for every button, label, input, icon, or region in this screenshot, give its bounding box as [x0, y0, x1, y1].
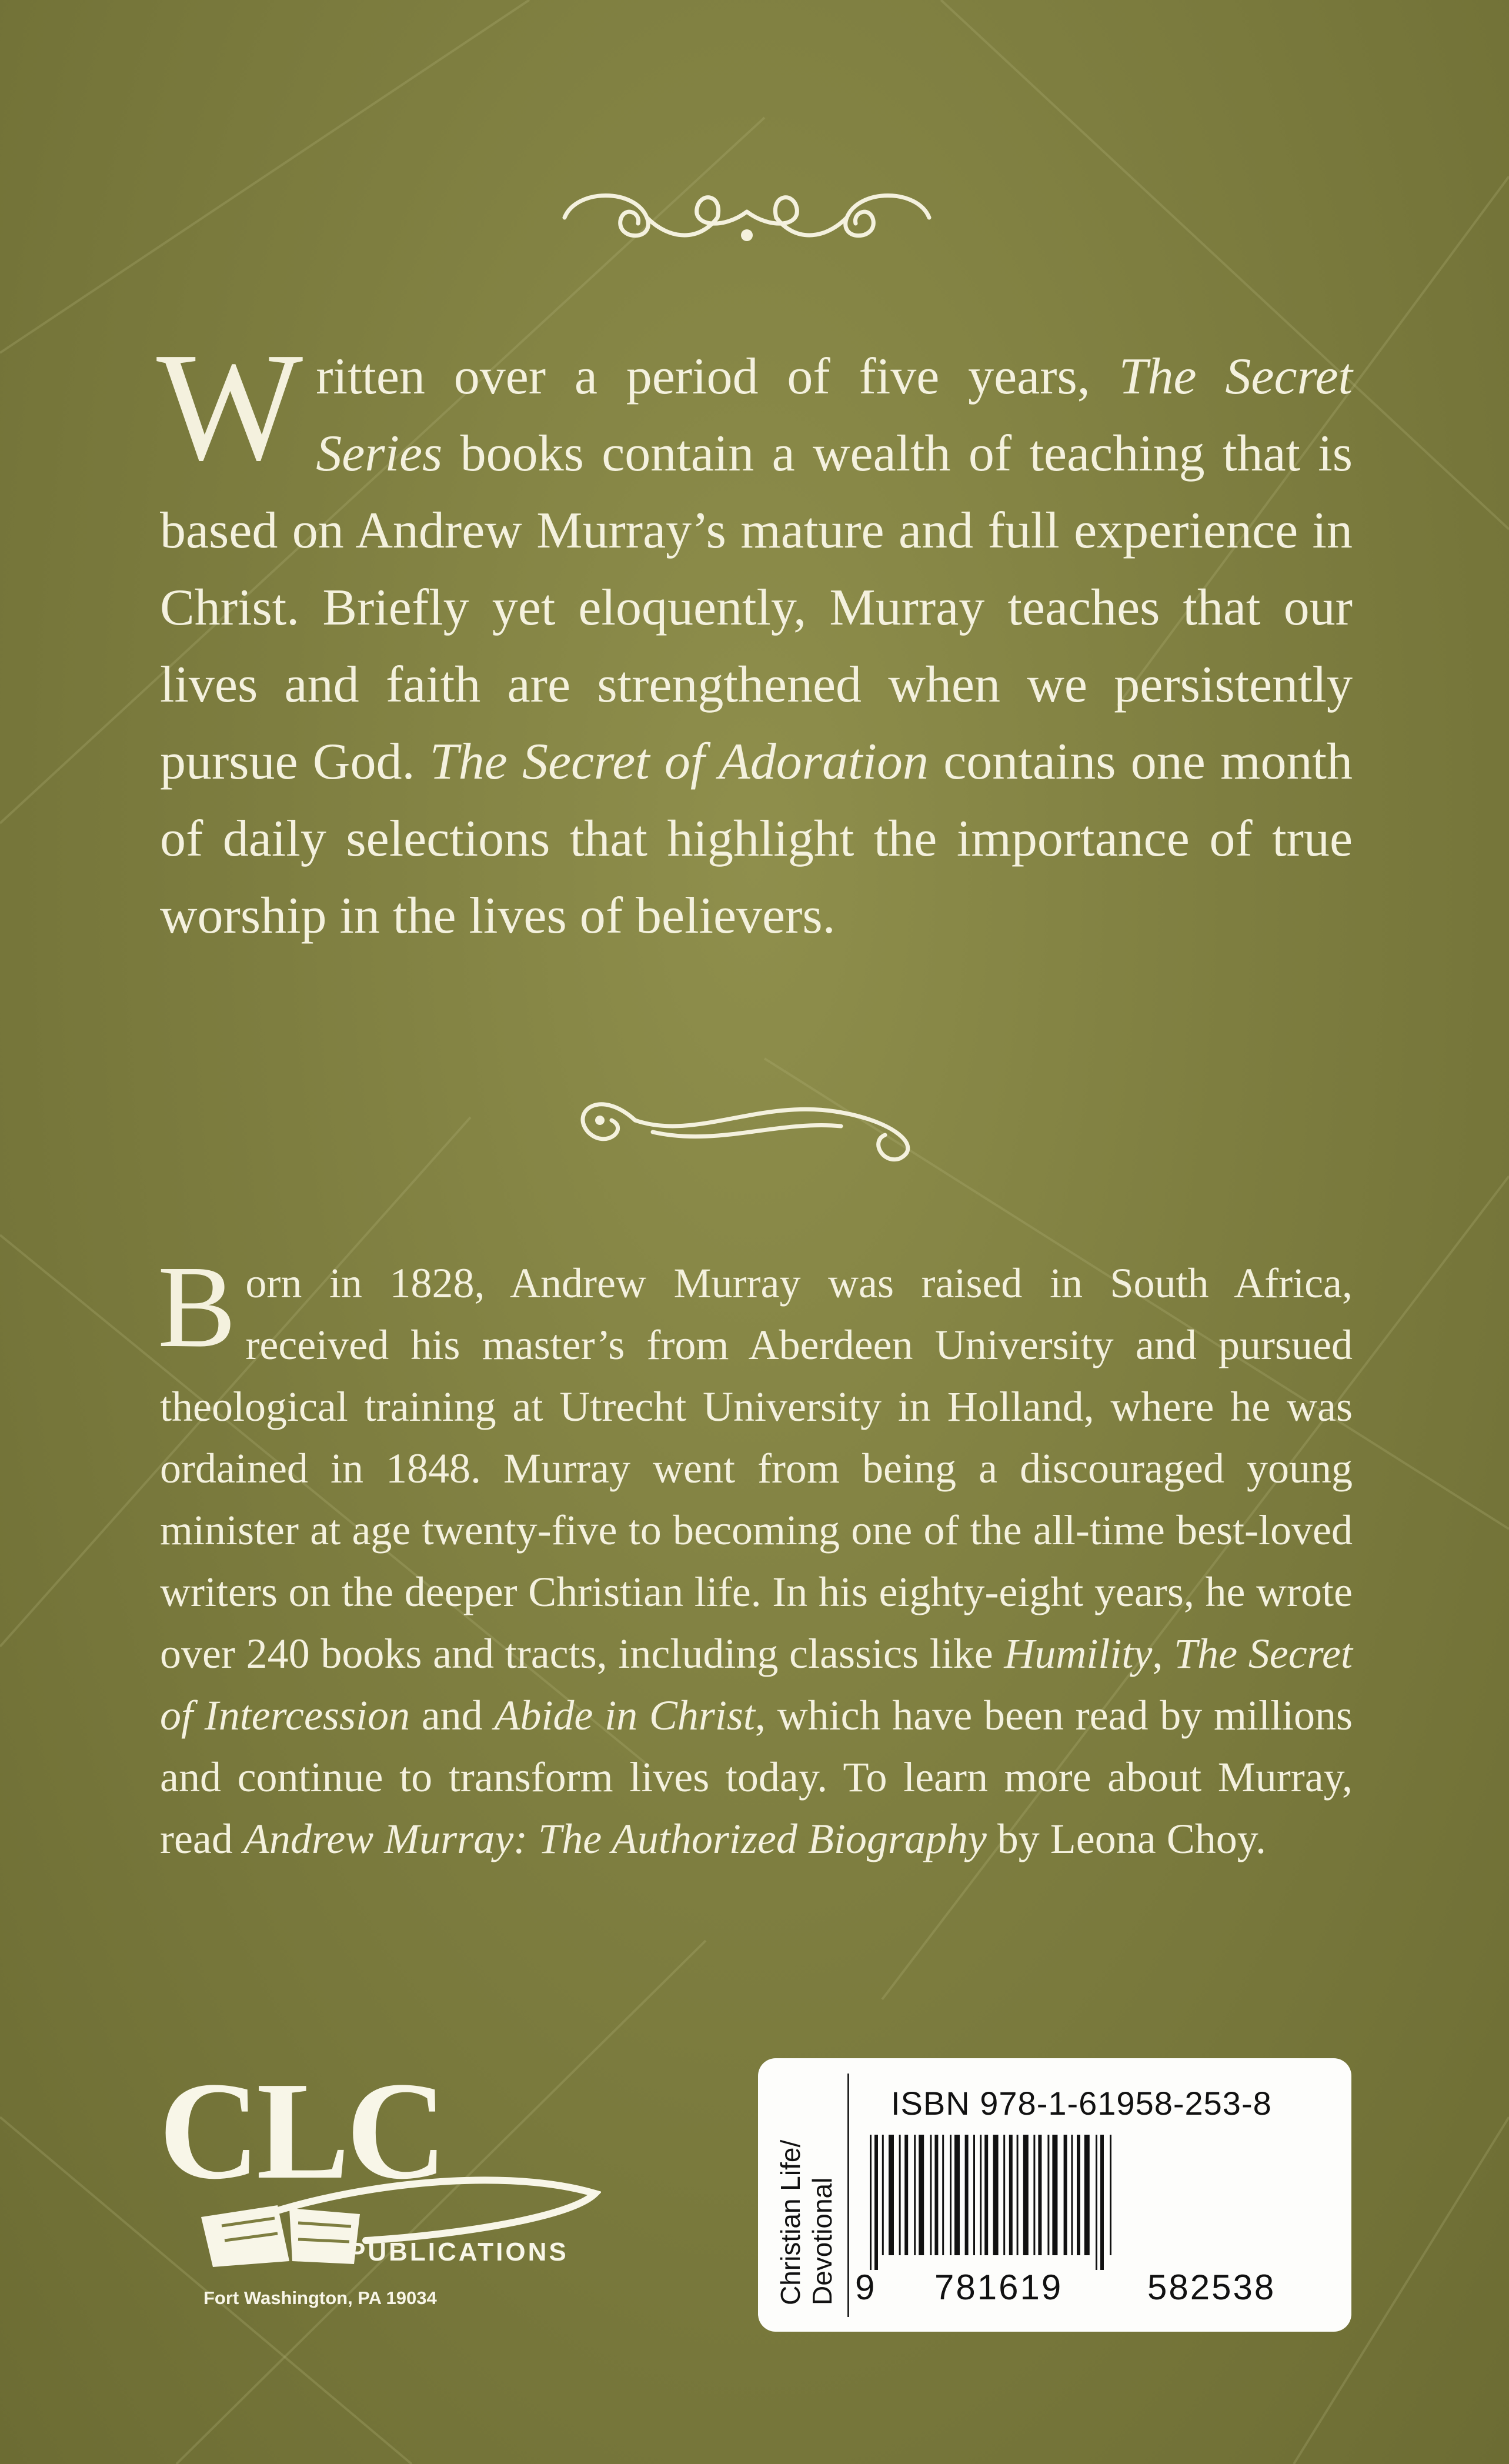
barcode-bar	[1077, 2135, 1080, 2255]
barcode-bar	[1047, 2135, 1049, 2255]
barcode-bar	[1033, 2135, 1035, 2255]
barcode-bar	[870, 2135, 872, 2270]
dropcap-w: W	[156, 321, 303, 493]
barcode-bar	[1100, 2135, 1104, 2270]
top-scroll-ornament-icon	[553, 176, 941, 259]
barcode-bar	[980, 2135, 981, 2255]
bio-text: by Leona Choy.	[986, 1815, 1267, 1862]
barcode-bar	[904, 2135, 908, 2255]
barcode-bar	[950, 2135, 952, 2255]
barcode-bar	[919, 2135, 924, 2255]
book-title: Abide in Christ	[494, 1692, 755, 1739]
barcode-bar	[874, 2135, 878, 2270]
author-bio	[158, 1242, 1353, 1870]
barcode-bar	[993, 2135, 999, 2255]
barcode-bar	[973, 2135, 975, 2255]
series-title: The Secret Series	[316, 348, 1353, 482]
book-description	[156, 321, 1353, 954]
publisher-logo	[154, 2054, 601, 2311]
barcode-bar	[1064, 2135, 1067, 2255]
barcode-bar	[1009, 2135, 1013, 2255]
barcode-bar	[882, 2135, 884, 2255]
barcode-bar	[930, 2135, 932, 2255]
description-text: books contain a wealth of teaching that is based on Andrew Murray’s mature and full experience in Christ. Briefly yet eloquently, Murray teaches that our lives and faith are strengthened when we persistently pursue God.	[160, 425, 1353, 790]
barcode-first-digit: 9	[855, 2268, 877, 2307]
barcode-bar	[1038, 2135, 1041, 2255]
publisher-location: Fort Washington, PA 19034	[203, 2288, 437, 2308]
barcode-bar	[889, 2135, 894, 2255]
book-category: Christian Life/ Devotional	[775, 2139, 837, 2305]
barcode-right-group: 582538	[1147, 2268, 1276, 2307]
bio-text: , which have been read by millions and continue to transform lives today. To learn more about Murray, read	[160, 1692, 1353, 1862]
bio-text: and	[409, 1692, 495, 1739]
barcode-bar	[1052, 2135, 1057, 2255]
barcode-bar	[899, 2135, 901, 2255]
publisher-label: PUBLICATIONS	[348, 2238, 569, 2266]
dropcap-b: B	[158, 1242, 236, 1372]
isbn-label: ISBN 978-1-61958-253-8	[891, 2085, 1272, 2122]
book-title: The Secret of Adoration	[429, 733, 929, 790]
barcode-bar	[965, 2135, 969, 2255]
barcode-bar	[1003, 2135, 1005, 2255]
barcode-bar	[1023, 2135, 1029, 2255]
barcode-panel	[758, 2058, 1351, 2332]
barcode-bar	[984, 2135, 988, 2255]
barcode-icon	[870, 2135, 1334, 2270]
barcode-bar	[942, 2135, 944, 2255]
barcode-bar	[1110, 2135, 1111, 2255]
barcode-bar	[1096, 2135, 1097, 2270]
book-title: Humility	[1004, 1630, 1153, 1677]
barcode-bar	[1084, 2135, 1090, 2255]
barcode-bar	[1071, 2135, 1073, 2255]
book-title: Andrew Murray: The Authorized Biography	[243, 1815, 987, 1862]
panel-divider	[847, 2074, 849, 2317]
description-text: ritten over a period of five years,	[316, 348, 1119, 405]
barcode-bar	[1017, 2135, 1019, 2255]
bio-text: ,	[1152, 1630, 1174, 1677]
description-text: contains one month of daily selections that highlight the importance of true worship in the lives of believers.	[160, 733, 1353, 944]
middle-swirl-ornament-icon	[565, 1076, 941, 1164]
logo-text: CLC	[159, 2054, 444, 2208]
book-title: The Secret of Intercession	[160, 1630, 1353, 1739]
bio-text: orn in 1828, Andrew Murray was raised in South Africa, received his master’s from Aberdeen University and pursued theological training at Utrecht University in Holland, where he was ordained in 1848. Murray went from being a discouraged young minister at age twenty-five to becoming one of the all-time best-loved writers on the deeper Christian life. In his eighty-eight years, he wrote over 240 books and tracts, including classics like	[160, 1260, 1353, 1677]
barcode-left-group: 781619	[934, 2268, 1063, 2307]
barcode-bar	[954, 2135, 960, 2255]
barcode-bar	[934, 2135, 938, 2255]
barcode-bar	[914, 2135, 916, 2255]
